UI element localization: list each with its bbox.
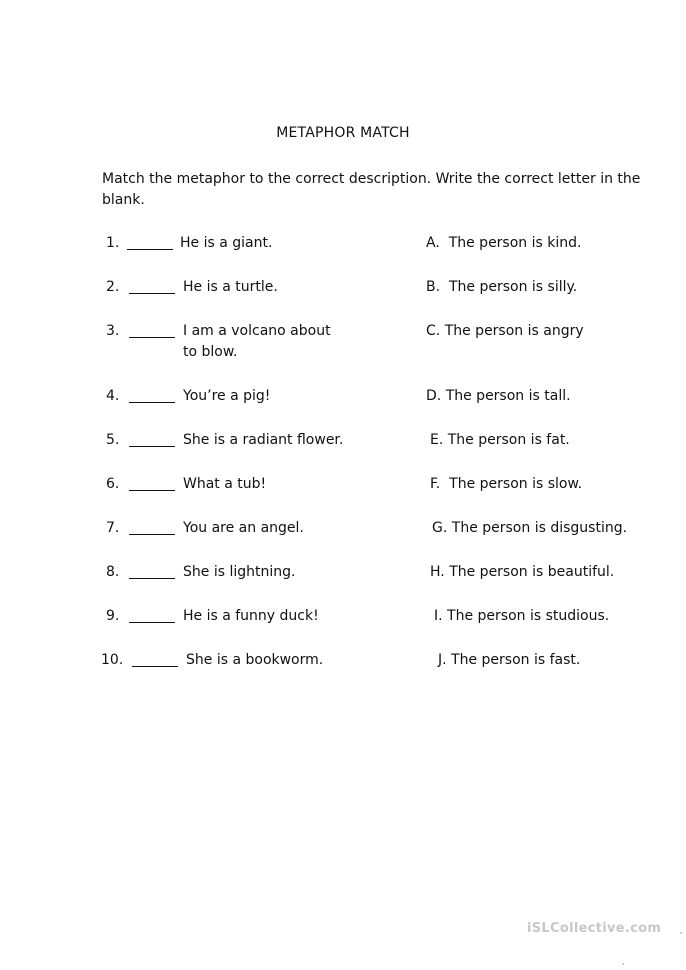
option-text: The person is studious. xyxy=(447,608,610,624)
statement-line-1: I am a volcano about xyxy=(183,323,331,339)
description-option xyxy=(426,386,571,407)
option-text: The person is slow. xyxy=(449,476,583,492)
item-number: 8. xyxy=(106,564,120,580)
metaphor-statement: You’re a pig! xyxy=(183,388,271,404)
option-text: The person is tall. xyxy=(445,388,571,404)
metaphor-statement: You are an angel. xyxy=(183,520,304,536)
metaphor-statement: She is a bookworm. xyxy=(186,652,324,668)
item-number: 10. xyxy=(101,652,124,668)
answer-blank[interactable] xyxy=(129,608,175,623)
option-text: The person is silly. xyxy=(448,279,578,295)
answer-blank[interactable] xyxy=(129,279,175,294)
statement-line-2: to blow. xyxy=(183,344,238,360)
metaphor-statement: He is a funny duck! xyxy=(183,608,319,624)
description-option xyxy=(430,474,582,495)
option-text: The person is disgusting. xyxy=(451,520,628,536)
metaphor-statement: What a tub! xyxy=(183,476,267,492)
answer-blank[interactable] xyxy=(129,432,175,447)
answer-blank[interactable] xyxy=(132,652,178,667)
answer-blank[interactable] xyxy=(129,564,175,579)
metaphor-statement: He is a giant. xyxy=(180,235,273,251)
description-option xyxy=(430,430,570,451)
option-text: The person is angry xyxy=(444,323,584,339)
option-letter: J. xyxy=(438,652,447,668)
description-option xyxy=(426,233,581,254)
answer-blank[interactable] xyxy=(129,520,175,535)
scan-speck xyxy=(622,963,624,965)
description-option xyxy=(432,518,627,539)
metaphor-statement xyxy=(183,321,331,363)
option-letter: C. xyxy=(426,323,441,339)
option-text: The person is fat. xyxy=(447,432,570,448)
answer-blank[interactable] xyxy=(129,388,175,403)
metaphor-statement: He is a turtle. xyxy=(183,279,278,295)
worksheet-title: METAPHOR MATCH xyxy=(276,125,410,141)
option-letter: G. xyxy=(432,520,448,536)
answer-blank[interactable] xyxy=(129,476,175,491)
option-letter: A. xyxy=(426,235,440,251)
option-text: The person is beautiful. xyxy=(449,564,615,580)
metaphor-statement: She is lightning. xyxy=(183,564,296,580)
description-option xyxy=(430,562,614,583)
item-number: 3. xyxy=(106,323,120,339)
option-letter: B. xyxy=(426,279,441,295)
option-letter: I. xyxy=(434,608,443,624)
description-option xyxy=(438,650,580,671)
option-letter: D. xyxy=(426,388,442,404)
item-number: 9. xyxy=(106,608,120,624)
answer-blank[interactable] xyxy=(129,323,175,338)
metaphor-statement: She is a radiant flower. xyxy=(183,432,344,448)
description-option xyxy=(426,321,584,342)
option-text: The person is kind. xyxy=(448,235,582,251)
option-letter: E. xyxy=(430,432,444,448)
item-number: 1. xyxy=(106,235,120,251)
option-letter: F. xyxy=(430,476,441,492)
watermark-text: iSLCollective.com xyxy=(527,921,662,936)
description-option xyxy=(434,606,609,627)
scan-speck xyxy=(680,932,682,934)
item-number: 2. xyxy=(106,279,120,295)
item-number: 6. xyxy=(106,476,120,492)
item-number: 4. xyxy=(106,388,120,404)
instructions-text: Match the metaphor to the correct description. Write the correct letter in the blank. xyxy=(102,171,641,208)
description-option xyxy=(426,277,577,298)
answer-blank[interactable] xyxy=(127,235,173,250)
option-text: The person is fast. xyxy=(451,652,581,668)
item-number: 7. xyxy=(106,520,120,536)
option-letter: H. xyxy=(430,564,445,580)
item-number: 5. xyxy=(106,432,120,448)
